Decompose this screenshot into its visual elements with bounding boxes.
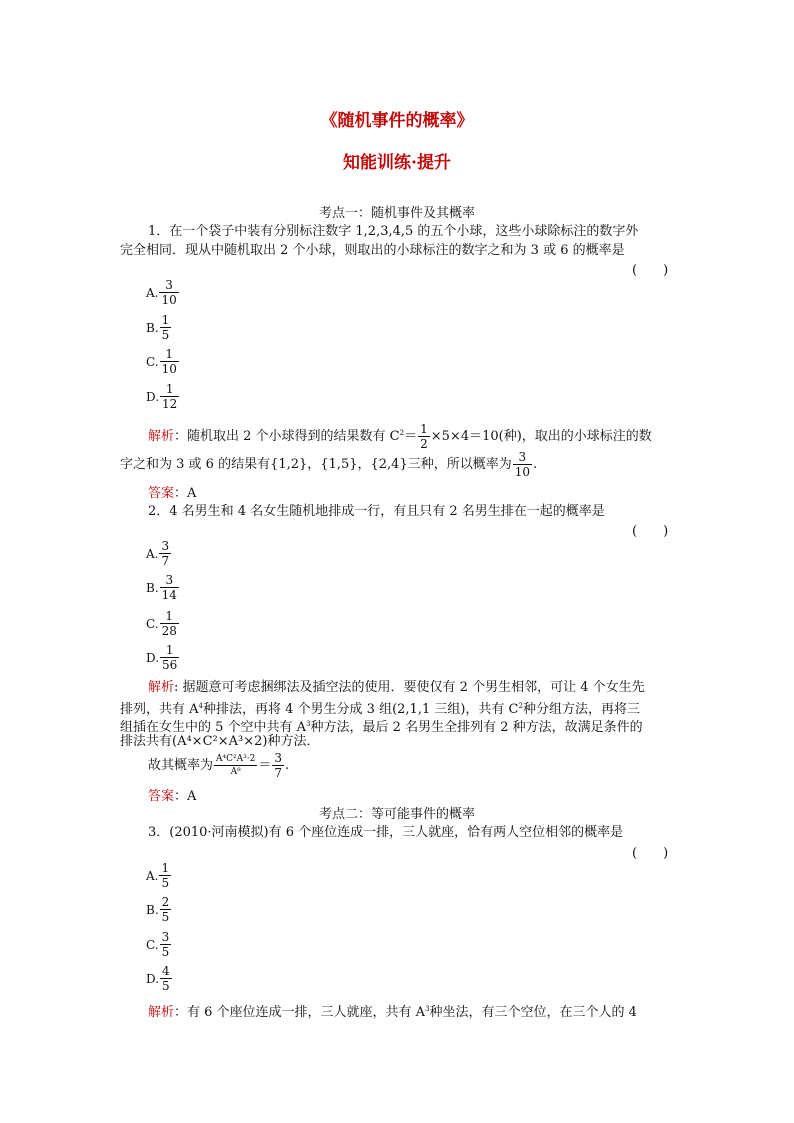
section-heading-1: 考点一：随机事件及其概率 bbox=[318, 206, 475, 221]
q2-option-b: B. $\frac{3}{14}$ bbox=[146, 573, 177, 602]
q2-solution-line3: 组插在女生中的 5 个空中共有 $A^3$种方法，最后 2 名男生全排列有 2 种方法，故满足条件的 bbox=[120, 720, 643, 735]
q3-solution-line1: 解析：有 6 个座位连成一排，三人就座，共有 $A^3$种坐法，有三个空位，在三个人的 4 bbox=[148, 1005, 637, 1020]
q1-answer-blank: ( ) bbox=[632, 263, 669, 278]
page-title: 《随机事件的概率》 bbox=[320, 111, 474, 131]
q3-option-b: B. $\frac{2}{5}$ bbox=[146, 895, 170, 924]
q1-answer: 答案：A bbox=[148, 486, 197, 501]
q1-stem-line2: 完全相同．现从中随机取出 2 个小球，则取出的小球标注的数字之和为 3 或 6 的概率是 bbox=[120, 243, 625, 258]
q3-option-a: A. $\frac{1}{5}$ bbox=[146, 861, 170, 890]
q1-option-c: C. $\frac{1}{10}$ bbox=[146, 347, 177, 376]
q3-stem-line1: 3．(2010·河南模拟)有 6 个座位连成一排，三人就座，恰有两人空位相邻的概率是 bbox=[148, 825, 624, 840]
q2-option-a: A. $\frac{3}{7}$ bbox=[146, 539, 170, 568]
q1-solution-line1: 解析：随机取出 2 个小球得到的结果数有 $C^2=$ $\frac{1}{2}$ ×5×4＝10(种)，取出的小球标注的数 bbox=[148, 422, 652, 451]
q1-option-d: D. $\frac{1}{12}$ bbox=[146, 382, 178, 411]
q2-solution-line2: 排列，共有 $A^4$种排法，再将 4 个男生分成 3 组(2,1,1 三组)，共有 $C^2$种分组方法，再将三 bbox=[120, 702, 640, 717]
q2-option-c: C. $\frac{1}{28}$ bbox=[146, 609, 177, 638]
q2-solution-line4: 排法共有(A⁴×C²×A³×2)种方法． bbox=[120, 734, 320, 749]
q2-probability: 故其概率为 $\frac{\text{A⁴C²A³·2}}{\text{A⁸}}$ ＝ $\frac{3}{7}$ . bbox=[148, 751, 290, 780]
q3-option-c: C. $\frac{3}{5}$ bbox=[146, 930, 170, 959]
q2-answer-blank: ( ) bbox=[632, 524, 669, 539]
q1-stem-line1: 1．在一个袋子中装有分别标注数字 1,2,3,4,5 的五个小球，这些小球除标注的数字外 bbox=[148, 224, 639, 239]
q1-option-a: A. $\frac{3}{10}$ bbox=[146, 278, 177, 307]
page-subtitle: 知能训练·提升 bbox=[343, 153, 451, 173]
q2-option-d: D. $\frac{1}{56}$ bbox=[146, 643, 178, 672]
q2-stem-line1: 2．4 名男生和 4 名女生随机地排成一行，有且只有 2 名男生排在一起的概率是 bbox=[148, 504, 605, 519]
q2-answer: 答案：A bbox=[148, 789, 197, 804]
section-heading-2: 考点二：等可能事件的概率 bbox=[318, 807, 475, 822]
q3-answer-blank: ( ) bbox=[632, 846, 669, 861]
q3-option-d: D. $\frac{4}{5}$ bbox=[146, 964, 170, 993]
q2-solution-line1: 解析: 据题意可考虑捆绑法及插空法的使用．要使仅有 2 个男生相邻，可让 4 个女生先 bbox=[148, 680, 645, 695]
q1-solution-line2: 字之和为 3 或 6 的结果有{1,2}，{1,5}，{2,4}三种，所以概率为 $\frac{3}{10}$ . bbox=[120, 450, 538, 479]
q1-option-b: B. $\frac{1}{5}$ bbox=[146, 313, 170, 342]
